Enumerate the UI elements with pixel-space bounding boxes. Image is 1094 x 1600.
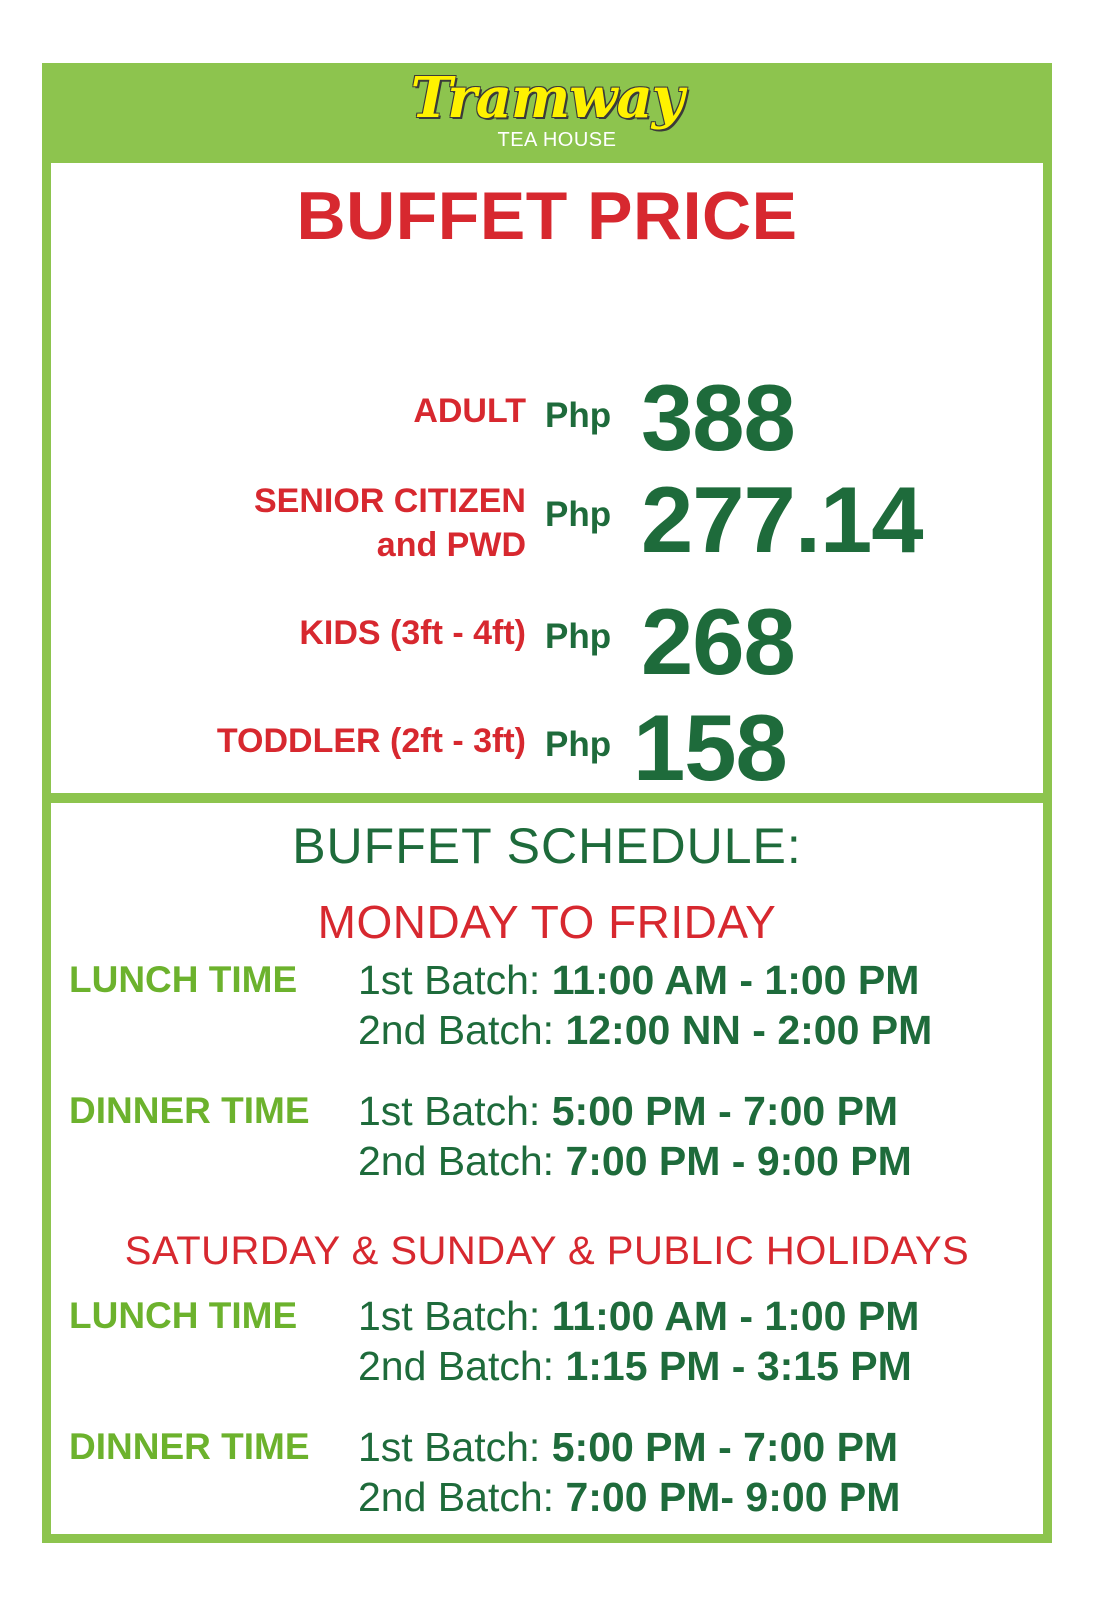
weekday-lunch-batch-2 bbox=[358, 1007, 932, 1054]
weekend-heading: SATURDAY & SUNDAY & PUBLIC HOLIDAYS bbox=[124, 1229, 970, 1273]
price-label: SENIOR CITIZEN bbox=[253, 482, 526, 520]
batch-time: 1:15 PM - 3:15 PM bbox=[565, 1343, 912, 1389]
currency-label: Php bbox=[545, 396, 612, 435]
batch-label: 2nd Batch: bbox=[358, 1138, 555, 1184]
batch-time: 11:00 AM - 1:00 PM bbox=[551, 1293, 920, 1339]
batch-label: 1st Batch: bbox=[358, 1293, 541, 1339]
weekend-dinner-batch-1 bbox=[358, 1424, 898, 1471]
weekend-lunch-batch-2 bbox=[358, 1343, 912, 1390]
batch-time: 12:00 NN - 2:00 PM bbox=[565, 1007, 933, 1053]
schedule-title: BUFFET SCHEDULE: bbox=[292, 818, 802, 874]
weekend-lunch-batch-1 bbox=[358, 1293, 919, 1340]
header-bar bbox=[42, 63, 1052, 163]
currency-label: Php bbox=[545, 725, 612, 764]
weekend-dinner-label: DINNER TIME bbox=[69, 1426, 310, 1467]
batch-time: 5:00 PM - 7:00 PM bbox=[551, 1424, 899, 1470]
batch-time: 7:00 PM- 9:00 PM bbox=[565, 1474, 901, 1520]
price-amount: 388 bbox=[641, 365, 795, 470]
schedule-panel bbox=[51, 803, 1043, 1534]
tramway-logo bbox=[42, 63, 1052, 163]
weekend-lunch-label: LUNCH TIME bbox=[69, 1295, 298, 1336]
logo-wordmark: Tramway bbox=[410, 65, 684, 131]
batch-time: 5:00 PM - 7:00 PM bbox=[551, 1088, 899, 1134]
weekday-dinner-batch-1 bbox=[358, 1088, 898, 1135]
batch-label: 1st Batch: bbox=[358, 1424, 541, 1470]
poster-frame bbox=[42, 63, 1052, 1543]
currency-label: Php bbox=[545, 495, 612, 534]
weekday-heading: MONDAY TO FRIDAY bbox=[317, 896, 777, 948]
weekday-lunch-batch-1 bbox=[358, 957, 919, 1004]
price-panel bbox=[51, 163, 1043, 800]
price-label: ADULT bbox=[413, 392, 526, 430]
price-label-line2: and PWD bbox=[376, 526, 526, 564]
batch-time: 7:00 PM - 9:00 PM bbox=[565, 1138, 912, 1184]
batch-label: 1st Batch: bbox=[358, 957, 541, 1003]
batch-label: 2nd Batch: bbox=[358, 1343, 555, 1389]
weekday-lunch-label: LUNCH TIME bbox=[69, 959, 298, 1000]
weekday-dinner-batch-2 bbox=[358, 1138, 912, 1185]
price-label: TODDLER (2ft - 3ft) bbox=[216, 722, 526, 760]
logo-subtitle: TEA HOUSE bbox=[497, 129, 617, 151]
price-amount: 277.14 bbox=[641, 467, 923, 572]
price-label: KIDS (3ft - 4ft) bbox=[299, 614, 526, 652]
currency-label: Php bbox=[545, 617, 612, 656]
batch-label: 2nd Batch: bbox=[358, 1474, 555, 1520]
price-amount: 268 bbox=[641, 589, 795, 694]
batch-label: 2nd Batch: bbox=[358, 1007, 555, 1053]
weekday-dinner-label: DINNER TIME bbox=[69, 1090, 310, 1131]
batch-time: 11:00 AM - 1:00 PM bbox=[551, 957, 920, 1003]
weekend-dinner-batch-2 bbox=[358, 1474, 900, 1521]
price-title: BUFFET PRICE bbox=[296, 178, 798, 254]
price-amount: 158 bbox=[633, 695, 787, 800]
batch-label: 1st Batch: bbox=[358, 1088, 541, 1134]
